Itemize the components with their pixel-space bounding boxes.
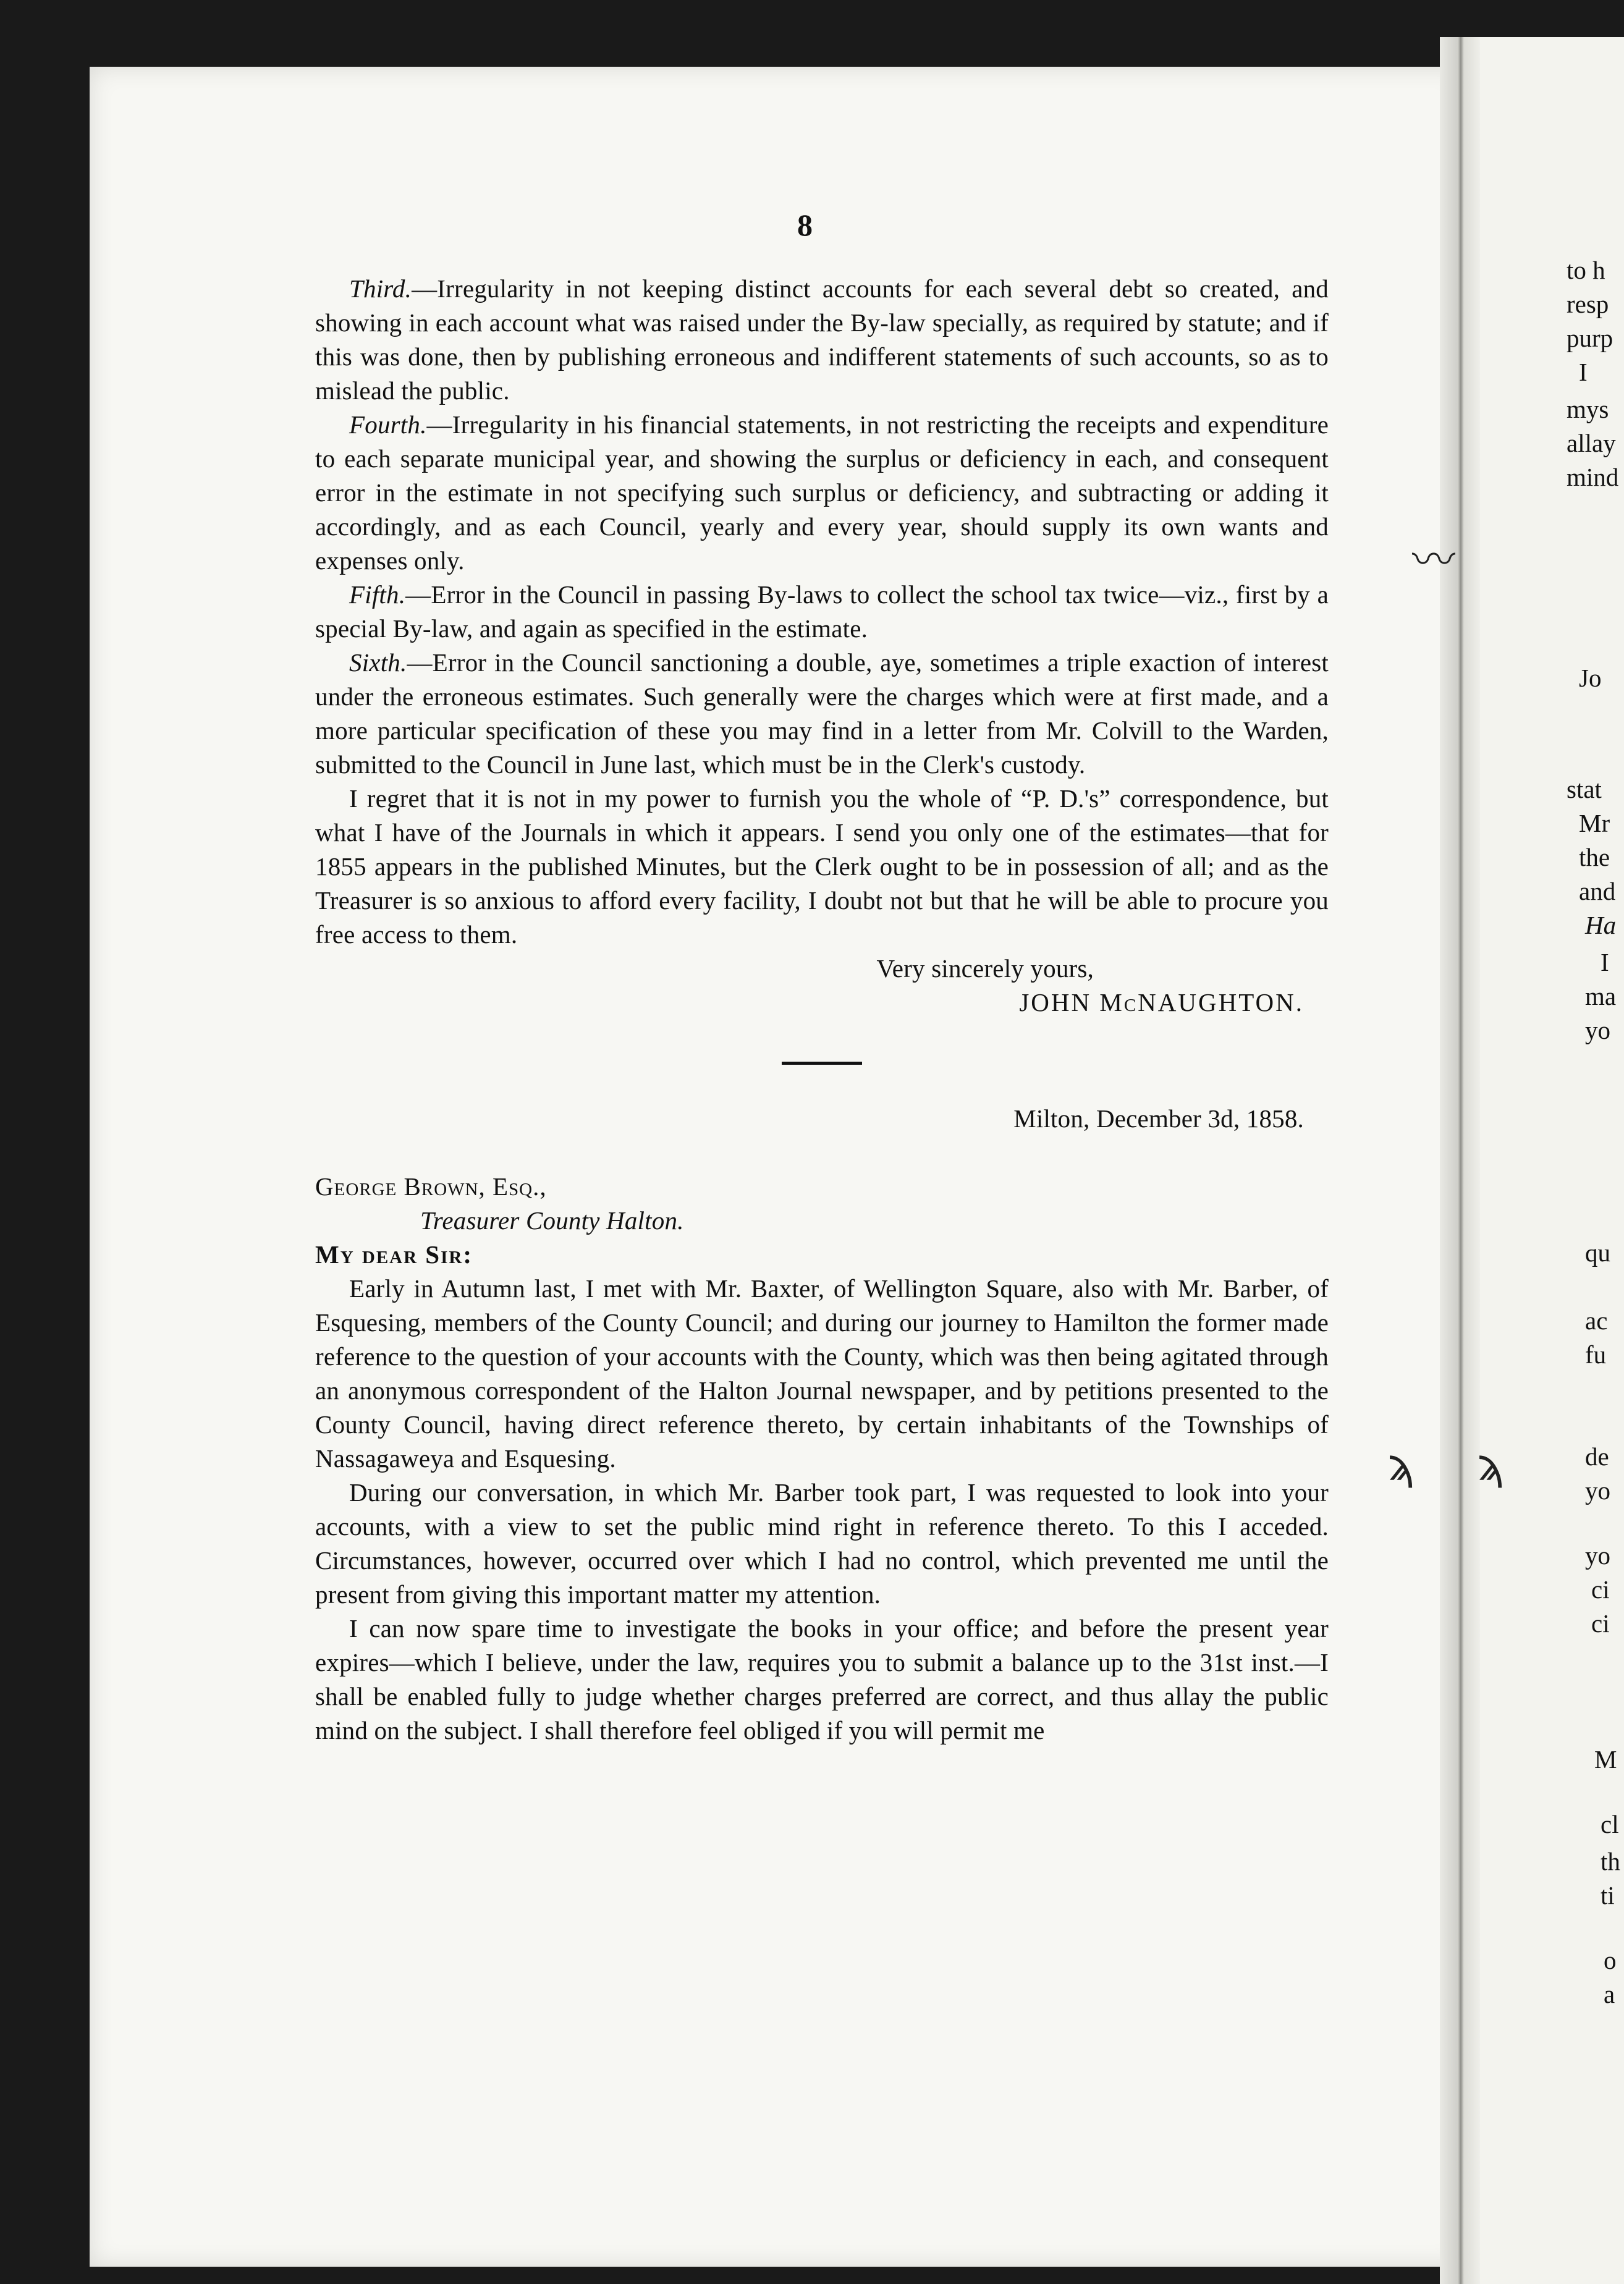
binding-mark: ϡ [1387, 1440, 1415, 1491]
facing-fragment: a [1604, 1980, 1615, 2008]
letter-text [315, 272, 1329, 1748]
letter2-paragraph: I can now spare time to investigate the books in your office; and before the present year expires—which I believe, under the law, requires you to submit a balance up to the 31st inst.—I shall be enabled fully to judge whether charges preferred are correct, and thus allay the public mind on the subject. I shall therefore feel obliged if you will permit me [315, 1614, 1329, 1745]
facing-fragment: Jo [1579, 664, 1602, 692]
paragraph-fifth [315, 578, 1329, 646]
paragraph-third [315, 272, 1329, 408]
facing-page [1480, 37, 1624, 2284]
facing-fragment: M [1594, 1745, 1617, 1774]
facing-fragment: purp [1567, 324, 1613, 352]
facing-fragment: Ha [1585, 911, 1617, 939]
facing-fragment: ac [1585, 1306, 1608, 1335]
paragraph-body: —Irregularity in not keeping distinct accounts for each several debt so created, and showing in each account what was raised under the By-law specially, as required by statute; and if this was done, then by publishing erroneous and indifferent statements of such accounts, so as to mislead the public. [315, 274, 1329, 405]
facing-fragment: and [1579, 877, 1616, 905]
facing-fragment: ci [1591, 1609, 1610, 1638]
facing-fragment: ma [1585, 982, 1617, 1010]
facing-fragment: I [1601, 948, 1609, 976]
facing-fragment: ci [1591, 1575, 1610, 1604]
binding-mark: ϡ [1477, 1440, 1504, 1491]
facing-fragment: stat [1567, 775, 1602, 803]
addressee-name: George Brown, Esq., [315, 1172, 547, 1201]
paragraph-lead: Third. [349, 274, 412, 303]
facing-fragment: yo [1585, 1476, 1610, 1505]
paragraph-body: I regret that it is not in my power to furnish you the whole of “P. D.'s” correspondence, but what I have of the Journals in which it appears. I send you only one of the estimates—that for 1855 appears in the published Minutes, but the Clerk ought to be in possession of all; and as the Treasurer is so anxious to afford every facility, I doubt not but that he will be able to procure you free access to them. [315, 784, 1329, 949]
facing-fragment: Mr [1579, 809, 1610, 837]
binding-mark: 〰 [1412, 535, 1455, 585]
paragraph-lead: Sixth. [349, 648, 407, 677]
facing-fragment: qu [1585, 1238, 1610, 1267]
separator-rule [782, 1062, 862, 1065]
paragraph-lead: Fifth. [349, 580, 406, 609]
facing-fragment: cl [1601, 1810, 1619, 1838]
closing: Very sincerely yours, [876, 954, 1094, 983]
facing-fragment: yo [1585, 1016, 1610, 1044]
facing-fragment: allay [1567, 429, 1616, 457]
facing-fragment: o [1604, 1946, 1617, 1974]
facing-fragment: mys [1567, 395, 1609, 423]
paragraph-sixth [315, 646, 1329, 782]
facing-fragment: mind [1567, 463, 1619, 491]
paragraph-regret [315, 782, 1329, 952]
facing-fragment: th [1601, 1847, 1620, 1876]
paragraph-body: —Irregularity in his financial statements, in not restricting the receipts and expenditure to each separate municipal year, and showing the surplus or deficiency in each, and consequent error in the estimate in not specifying such surplus or deficiency, and subtracting or adding it accordingly, and as each Council, yearly and every year, should supply its own wants and expenses only. [315, 410, 1329, 575]
paragraph-body: —Error in the Council sanctioning a double, aye, sometimes a triple exaction of interest under the erroneous estimates. Such generally were the charges which were at first made, and a more particular specification of these you may find in a letter from Mr. Colvill to the Warden, submitted to the Council in June last, which must be in the Clerk's custody. [315, 648, 1329, 779]
paragraph-fourth [315, 408, 1329, 578]
salutation: My dear Sir: [315, 1240, 473, 1269]
page-gutter [1440, 37, 1480, 2284]
facing-fragment: to h [1567, 256, 1605, 284]
facing-fragment: de [1585, 1442, 1609, 1471]
paragraph-lead: Fourth. [349, 410, 427, 439]
paragraph-body: —Error in the Council in passing By-laws to collect the school tax twice—viz., first by a special By-law, and again as specified in the estimate. [315, 580, 1329, 643]
date-line: Milton, December 3d, 1858. [1013, 1104, 1304, 1133]
facing-fragment: fu [1585, 1340, 1607, 1369]
facing-fragment: the [1579, 843, 1610, 871]
facing-fragment: resp [1567, 290, 1609, 318]
facing-fragment: I [1579, 358, 1588, 386]
page-number: 8 [797, 208, 813, 242]
facing-fragment: yo [1585, 1541, 1610, 1570]
letter2-paragraph: During our conversation, in which Mr. Barber took part, I was requested to look into your accounts, with a view to set the public mind right in reference thereto. To this I acceded. Circumstances, however, occurred over which I had no control, which prevented me until the present from giving this important matter my attention. [315, 1478, 1329, 1609]
letter2-paragraph: Early in Autumn last, I met with Mr. Baxter, of Wellington Square, also with Mr. Barber, of Esquesing, members of the County Council; and during our journey to Hamilton the former made reference to the question of your accounts with the County, which was then being agitated through an anonymous correspondent of the Halton Journal newspaper, and by petitions presented to the County Council, having direct reference thereto, by certain inhabitants of the Townships of Nassagaweya and Esquesing. [315, 1274, 1329, 1473]
facing-fragment: ti [1601, 1881, 1615, 1910]
signature: JOHN McNAUGHTON. [1019, 988, 1304, 1017]
addressee-title: Treasurer County Halton. [420, 1206, 684, 1235]
